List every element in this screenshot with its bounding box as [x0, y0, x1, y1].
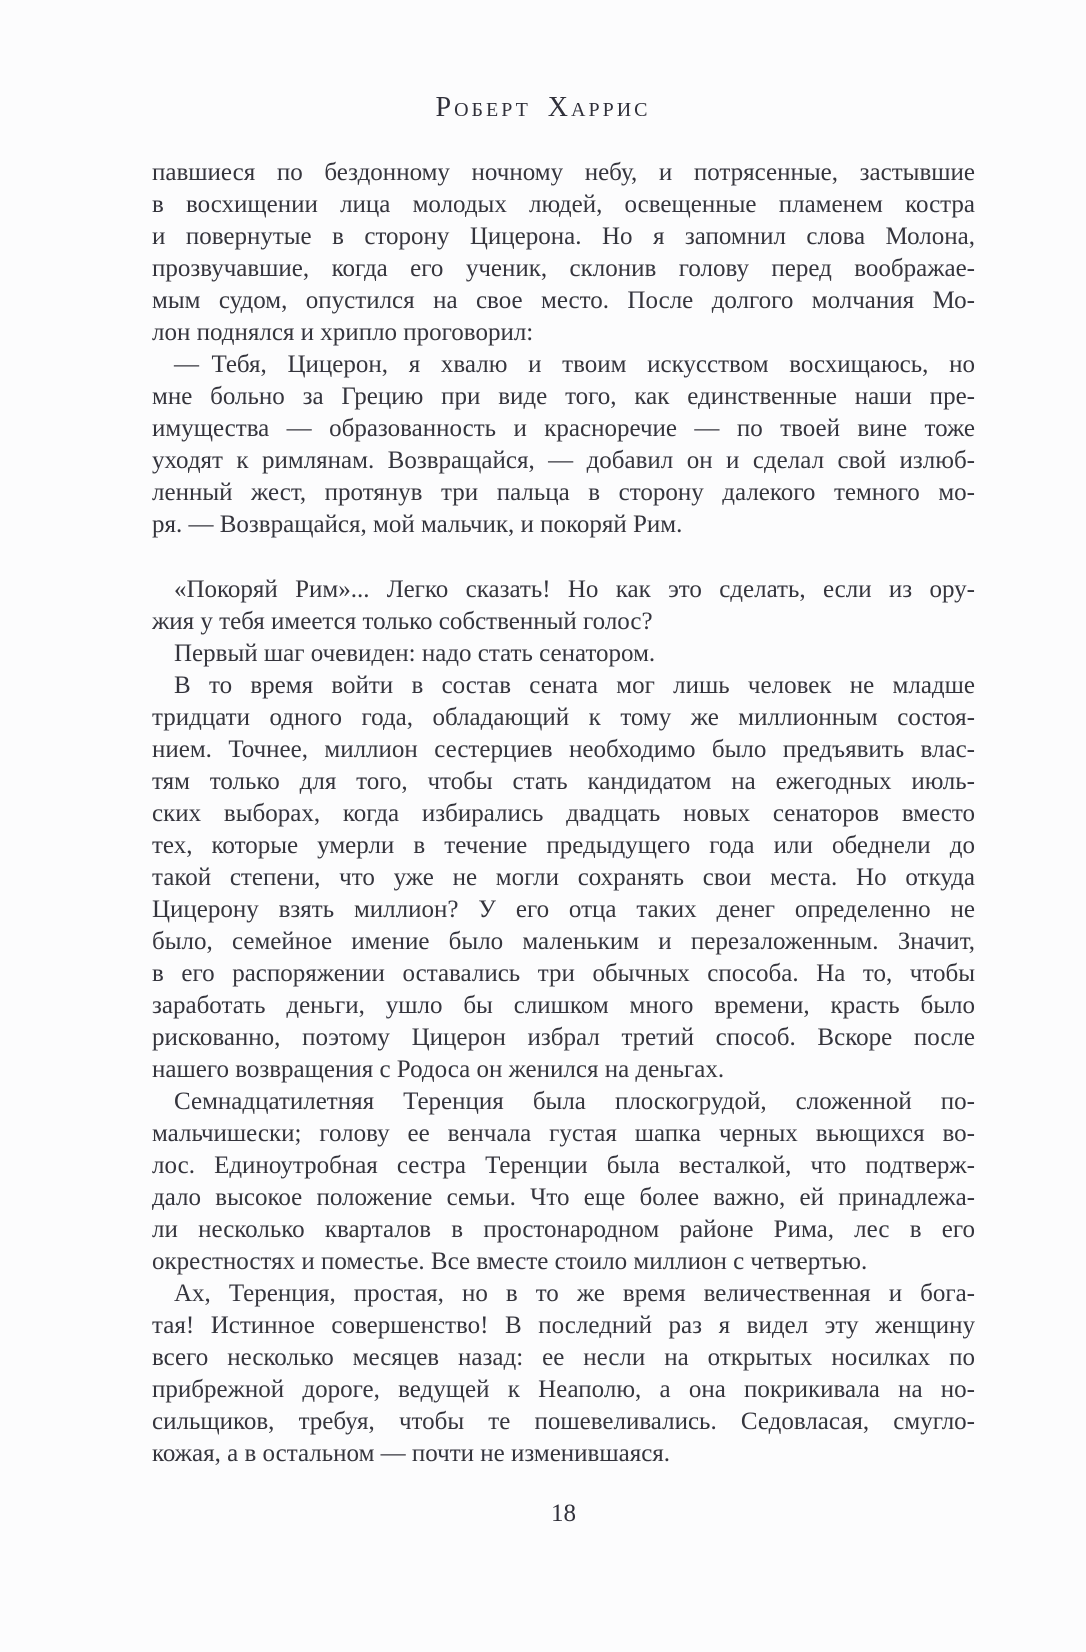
text-line: всего несколько месяцев назад: ее несли на открытых носилках по	[152, 1344, 975, 1371]
text-line: прибрежной дороге, ведущей к Неаполю, а она покрикивала на но-	[152, 1376, 975, 1403]
text-line: в восхищении лица молодых людей, освещенные пламенем костра	[152, 191, 975, 218]
text-line: Ах, Теренция, простая, но в то же время величественная и бога-	[174, 1280, 975, 1307]
text-line: ленный жест, протянув три пальца в сторону далекого темного мо-	[152, 479, 975, 506]
text-line: рискованно, поэтому Цицерон избрал третий способ. Вскоре после	[152, 1024, 975, 1051]
text-line: тая! Истинное совершенство! В последний раз я видел эту женщину	[152, 1312, 975, 1339]
text-line: прозвучавшие, когда его ученик, склонив голову перед воображае-	[152, 255, 975, 282]
text-line: мым судом, опустился на свое место. После долгого молчания Мо-	[152, 287, 975, 314]
text-line: имущества — образованность и красноречие — по твоей вине тоже	[152, 415, 975, 442]
paragraph	[152, 1086, 975, 1278]
text-line: тех, которые умерли в течение предыдущего года или обеднели до	[152, 832, 975, 859]
text-line: Цицерону взять миллион? У его отца таких денег определенно не	[152, 896, 975, 923]
text-line: павшиеся по бездонному ночному небу, и потрясенные, застывшие	[152, 159, 975, 186]
text-line: тридцати одного года, обладающий к тому же миллионным состоя-	[152, 704, 975, 731]
text-line: такой степени, что уже не могли сохранять свои места. Но откуда	[152, 864, 975, 891]
text-line: кожая, а в остальном — почти не изменившаяся.	[152, 1440, 671, 1467]
text-line: в его распоряжении оставались три обычных способа. На то, чтобы	[152, 960, 975, 987]
text-line: В то время войти в состав сената мог лишь человек не младше	[174, 672, 975, 699]
text-line: нашего возвращения с Родоса он женился на деньгах.	[152, 1056, 725, 1083]
paragraph	[152, 670, 975, 1086]
text-line: «Покоряй Рим»... Легко сказать! Но как это сделать, если из ору-	[174, 576, 975, 603]
text-line: окрестностях и поместье. Все вместе стоило миллион с четвертью.	[152, 1248, 868, 1275]
running-head: Роберт Харрис	[435, 92, 651, 123]
page-text	[152, 157, 975, 1470]
text-line: ских выборах, когда избирались двадцать новых сенаторов вместо	[152, 800, 975, 827]
text-line: — Тебя, Цицерон, я хвалю и твоим искусством восхищаюсь, но	[174, 351, 975, 378]
text-line: мальчишески; голову ее венчала густая шапка черных вьющихся во-	[152, 1120, 975, 1147]
text-line: нием. Точнее, миллион сестерциев необходимо было предъявить влас-	[152, 736, 975, 763]
text-line: дало высокое положение семьи. Что еще более важно, ей принадлежа-	[152, 1184, 975, 1211]
text-line: ря. — Возвращайся, мой мальчик, и покоряй Рим.	[152, 511, 683, 538]
text-line: и повернутые в сторону Цицерона. Но я запомнил слова Молона,	[152, 223, 975, 250]
paragraph	[152, 157, 975, 349]
text-line: лон поднялся и хрипло проговорил:	[152, 319, 534, 346]
paragraph	[152, 574, 975, 638]
page-number: 18	[551, 1500, 576, 1527]
paragraph	[152, 638, 975, 670]
text-line: было, семейное имение было маленьким и перезаложенным. Значит,	[152, 928, 975, 955]
paragraph	[152, 1278, 975, 1470]
text-line: лос. Единоутробная сестра Теренции была весталкой, что подтверж-	[152, 1152, 975, 1179]
text-line: Первый шаг очевиден: надо стать сенатором.	[174, 640, 656, 667]
text-line: Семнадцатилетняя Теренция была плоскогрудой, сложенной по-	[174, 1088, 975, 1115]
text-line: жия у тебя имеется только собственный голос?	[152, 608, 653, 635]
text-line: сильщиков, требуя, чтобы те пошевеливались. Седовласая, смугло-	[152, 1408, 975, 1435]
text-line: мне больно за Грецию при виде того, как единственные наши пре-	[152, 383, 975, 410]
text-line: ли несколько кварталов в простонародном районе Рима, лес в его	[152, 1216, 975, 1243]
text-line: уходят к римлянам. Возвращайся, — добавил он и сделал свой излюб-	[152, 447, 975, 474]
paragraph	[152, 349, 975, 541]
text-line: тям только для того, чтобы стать кандидатом на ежегодных июль-	[152, 768, 975, 795]
text-line: заработать деньги, ушло бы слишком много времени, красть было	[152, 992, 975, 1019]
